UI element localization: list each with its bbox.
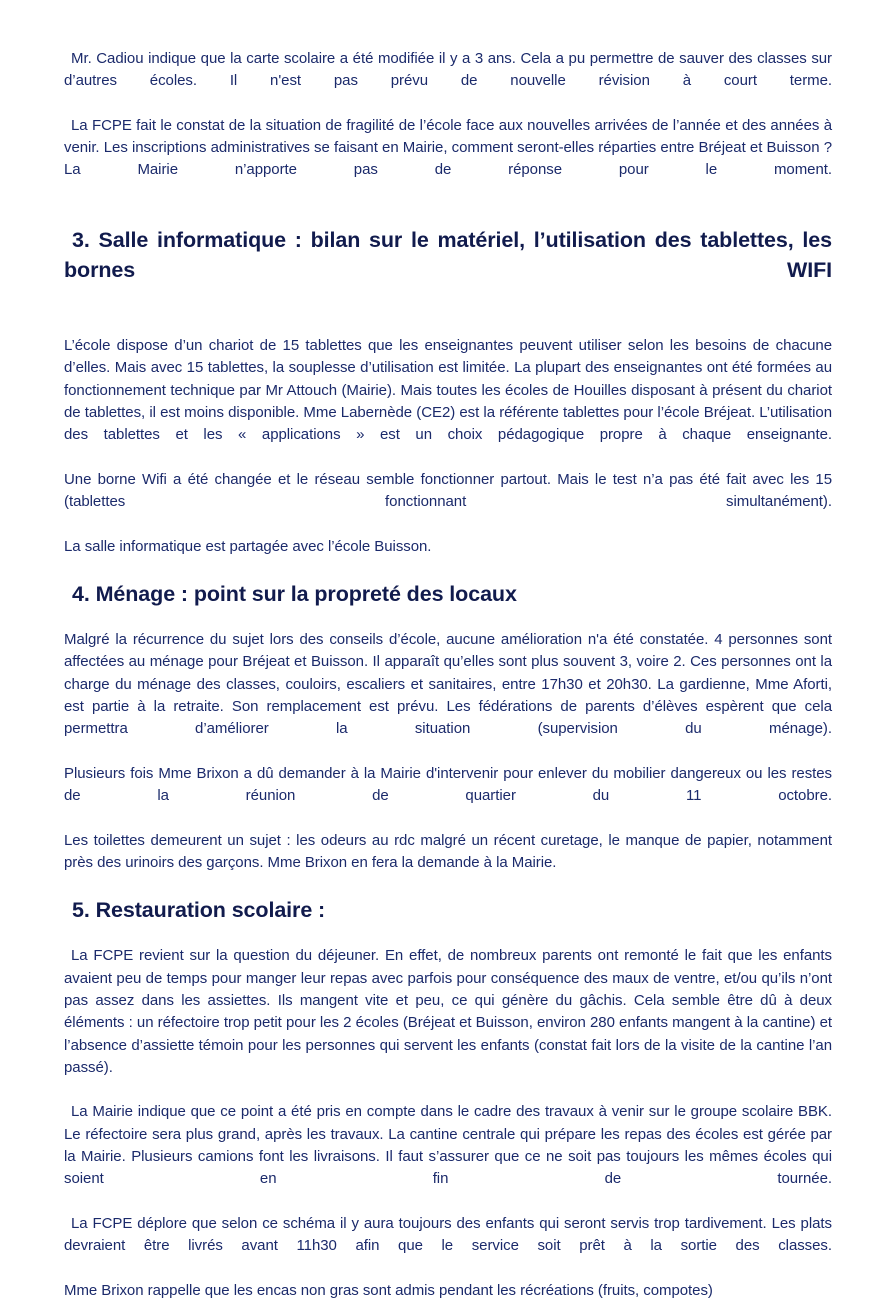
section-5-paragraph-2: La Mairie indique que ce point a été pris en compte dans le cadre des travaux à venir sur le groupe scolaire BBK. Le réfectoire sera plus grand, après les travaux. La cantine centrale qui prépare les repas des écoles est gérée par la Mairie. Plusieurs camions font les livraisons. Il faut s’assurer que ce ne soit pas toujours les mêmes écoles qui soient en fin de tournée.	[64, 1103, 832, 1188]
section-4-paragraph-1: Malgré la récurrence du sujet lors des conseils d’école, aucune amélioration n'a été constatée. 4 personnes sont affectées au ménage pour Bréjeat et Buisson. Il apparaît qu’elles sont plus souvent 3, voire 2. Ces personnes ont la charge du ménage des classes, couloirs, escaliers et sanitaires, entre 17h30 et 20h30. La gardienne, Mme Aforti, est partie à la retraite. Son remplacement est prévu. Les fédérations de parents d’élèves espèrent que cela permettra d’améliorer la situation (supervision du ménage).	[64, 631, 832, 738]
intro-paragraph-2: La FCPE fait le constat de la situation de fragilité de l’école face aux nouvelles arrivées de l’année et des années à venir. Les inscriptions administratives se faisant en Mairie, comment seront-elles réparties entre Bréjeat et Buisson ? La Mairie n’apporte pas de réponse pour le moment.	[64, 116, 832, 179]
section-heading-4	[64, 579, 832, 609]
spacer	[64, 558, 832, 579]
section-5-paragraph-3: La FCPE déplore que selon ce schéma il y aura toujours des enfants qui seront servis trop tardivement. Les plats devraient être livrés avant 11h30 afin que le service soit prêt à la sortie des classes.	[64, 1214, 832, 1255]
section-3-paragraph-2: Une borne Wifi a été changée et le réseau semble fonctionner partout. Mais le test n’a pas été fait avec les 15 (tablettes fonctionnant simultanément).	[64, 470, 832, 511]
section-title-5: Restauration scolaire :	[95, 898, 326, 923]
section-heading-5	[64, 895, 832, 925]
section-title-3: Salle informatique : bilan sur le matériel, l’utilisation des tablettes, les bornes WIFI	[64, 228, 833, 283]
spacer	[64, 315, 832, 335]
section-3-paragraph-3: La salle informatique est partagée avec l’école Buisson.	[64, 537, 432, 555]
section-number-3: 3.	[72, 228, 90, 253]
section-3-paragraph-1: L’école dispose d’un chariot de 15 tablettes que les enseignantes peuvent utiliser selon les besoins de chacune d’elles. Mais avec 15 tablettes, la souplesse d’utilisation est limitée. La plupart des enseignantes ont été formées au fonctionnement technique par Mr Attouch (Mairie). Mais toutes les écoles de Houilles disposant à présent du chariot de tablettes, il est moins disponible. Mme Labernède (CE2) est la référente tablettes pour l’école Bréjeat. L’utilisation des tablettes et les « applications » est un choix pédagogique propre à chaque enseignante.	[64, 337, 832, 444]
intro-block	[64, 48, 832, 204]
intro-paragraph-1: Mr. Cadiou indique que la carte scolaire a été modifiée il y a 3 ans. Cela a pu permettre de sauver des classes sur d’autres écoles. Il n'est pas prévu de nouvelle révision à court terme.	[64, 50, 832, 90]
spacer	[64, 609, 832, 629]
section-4-paragraph-2: Plusieurs fois Mme Brixon a dû demander à la Mairie d'intervenir pour enlever du mobilier dangereux ou les restes de la réunion de quartier du 11 octobre.	[64, 764, 832, 805]
section-4-paragraph-3: Les toilettes demeurent un sujet : les odeurs au rdc malgré un récent curetage, le manque de papier, notamment près des urinoirs des garçons. Mme Brixon en fera la demande à la Mairie.	[64, 831, 832, 872]
section-number-5: 5.	[72, 898, 90, 923]
section-5-paragraph-4: Mme Brixon rappelle que les encas non gras sont admis pendant les récréations (fruits, compotes)	[64, 1281, 713, 1299]
spacer	[64, 204, 832, 225]
spacer	[64, 925, 832, 945]
section-5-paragraph-1: La FCPE revient sur la question du déjeuner. En effet, de nombreux parents ont remonté le fait que les enfants avaient peu de temps pour manger leur repas avec parfois pour conséquence des maux de ventre, et/ou qu’ils n’ont pas assez dans les assiettes. Ils mangent vite et peu, ce qui génère du gâchis. Cela semble être dû à deux éléments : un réfectoire trop petit pour les 2 écoles (Bréjeat et Buisson, environ 280 enfants mangent à la cantine) et l’absence d’assiette témoin pour les personnes qui servent les enfants (constat fait lors de la visite de la cantine l’an passé).	[64, 947, 832, 1076]
section-title-4: Ménage : point sur la propreté des locaux	[95, 582, 517, 607]
document-body	[64, 48, 832, 1302]
section-number-4: 4.	[72, 582, 90, 607]
spacer	[64, 874, 832, 895]
section-heading-3	[64, 225, 832, 315]
